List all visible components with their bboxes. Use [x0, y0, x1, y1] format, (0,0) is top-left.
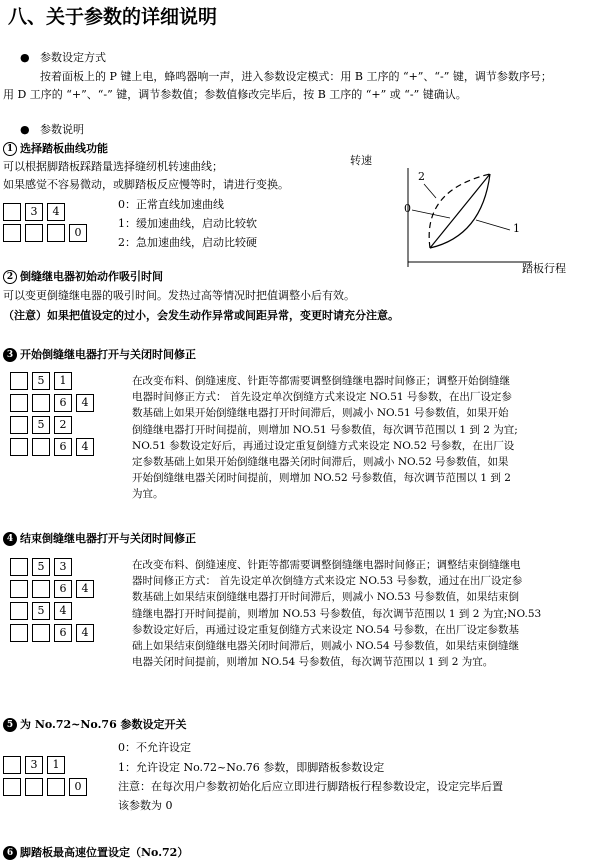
param-digit-box: 0 — [69, 224, 87, 242]
page-title: 八、关于参数的详细说明 — [8, 6, 218, 28]
p3-body — [132, 373, 580, 503]
param-digit-box: 1 — [47, 756, 65, 774]
body-line: 础上如果结束倒缝继电器关闭时间滞后，则减小 NO.54 号参数值，如果结束倒缝继 — [132, 640, 520, 653]
param-digit-box: 5 — [32, 602, 50, 620]
param-digit-box — [10, 624, 28, 642]
p5-note1: 注意：在每次用户参数初始化后应立即进行脚踏板行程参数设定，设定完毕后置 — [118, 780, 503, 793]
p6-heading-row — [3, 845, 188, 861]
graph-label-2: 2 — [418, 170, 425, 183]
param-box-row — [10, 372, 76, 390]
body-line: 为宜。 — [132, 488, 164, 501]
param-digit-box: 4 — [76, 580, 94, 598]
param-digit-box — [3, 778, 21, 796]
param-digit-box: 5 — [32, 372, 50, 390]
p1-option2: 2：急加速曲线，启动比较硬 — [118, 236, 257, 249]
p1-line1: 可以根据脚踏板踩踏量选择缝纫机转速曲线； — [3, 160, 223, 173]
param-digit-box: 4 — [76, 394, 94, 412]
param-digit-box — [32, 580, 50, 598]
body-line: 电器关闭时间提前，则增加 NO.54 号参数值，每次调节范围以 1 到 2 为宜。 — [132, 656, 494, 669]
param-digit-box: 4 — [47, 203, 65, 221]
body-line: 开始倒缝继电器关闭时间提前，则增加 NO.52 号参数值，每次调节范围以 1 到 2 — [132, 472, 511, 485]
p3-number-badge: 3 — [3, 348, 17, 362]
param-digit-box: 6 — [54, 624, 72, 642]
p1-option1: 1：缓加速曲线，启动比较软 — [118, 217, 257, 230]
param-digit-box — [10, 416, 28, 434]
p3-heading-row — [3, 347, 196, 363]
bullet-setup: ● — [20, 51, 30, 64]
param-digit-box: 4 — [76, 624, 94, 642]
param-box-row — [10, 624, 98, 642]
bullet-desc: ● — [20, 123, 30, 136]
p5-option1: 1：允许设定 No.72~No.76 参数，即脚踏板参数设定 — [118, 761, 385, 774]
p2-note: （注意）如果把值设定的过小，会发生动作异常或间距异常，变更时请充分注意。 — [3, 309, 399, 322]
param-digit-box: 3 — [25, 756, 43, 774]
param-digit-box — [10, 438, 28, 456]
p2-heading: 倒缝继电器初始动作吸引时间 — [20, 270, 163, 283]
body-line: 定参数基础上如果开始倒缝继电器关闭时间滞后，则减小 NO.52 号参数值，如果 — [132, 456, 509, 469]
param-digit-box: 5 — [32, 416, 50, 434]
p1-heading: 选择踏板曲线功能 — [20, 142, 108, 155]
param-box-row — [10, 602, 76, 620]
param-digit-box — [3, 224, 21, 242]
p6-heading: 脚踏板最高速位置设定（No.72） — [20, 846, 189, 859]
p4-heading-row — [3, 531, 196, 547]
p5-number-badge: 5 — [3, 718, 17, 732]
param-box-row — [10, 416, 76, 434]
param-digit-box — [32, 438, 50, 456]
param-digit-box — [32, 624, 50, 642]
param-digit-box: 4 — [54, 602, 72, 620]
body-line: NO.51 参数设定好后，再通过设定重复倒缝方式来设定 NO.52 号参数，在出厂设 — [132, 439, 515, 452]
param-digit-box: 6 — [54, 394, 72, 412]
p1-heading-row — [3, 141, 108, 157]
p1-line2: 如果感觉不容易微动，或脚踏板反应慢等时，请进行变换。 — [3, 178, 289, 191]
p6-number-badge: 6 — [3, 846, 17, 860]
param-digit-box: 5 — [32, 558, 50, 576]
body-line: 数基础上如果结束倒缝继电器打开时间滞后，则减小 NO.53 号参数值，如果结束倒 — [132, 591, 520, 604]
p5-heading: 为 No.72~No.76 参数设定开关 — [20, 718, 187, 731]
p1-box-row1 — [3, 203, 69, 221]
setup-line1: 按着面板上的 P 键上电，蜂鸣器响一声，进入参数设定模式：用 B 工序的 “+”、“-” 键，调节参数序号； — [40, 70, 552, 83]
body-line: 在改变布料、倒缝速度、针距等都需要调整倒缝继电器时间修正；调整结束倒缝继电 — [132, 559, 521, 571]
graph-label-1: 1 — [513, 222, 520, 235]
param-box-row — [10, 558, 76, 576]
param-digit-box — [3, 203, 21, 221]
param-digit-box — [10, 558, 28, 576]
param-digit-box — [3, 756, 21, 774]
leader-2 — [424, 184, 436, 198]
param-digit-box — [25, 778, 43, 796]
p2-line1: 可以变更倒缝继电器的吸引时间。发热过高等情况时把值调整小后有效。 — [3, 289, 355, 302]
param-box-row — [10, 394, 98, 412]
param-digit-box — [47, 778, 65, 796]
setup-line2: 用 D 工序的 “+”、“-” 键，调节参数值；参数值修改完毕后，按 B 工序的 “+” 或 “-” 键确认。 — [3, 88, 467, 101]
p5-heading-row — [3, 717, 187, 733]
p4-number-badge: 4 — [3, 532, 17, 546]
leader-0 — [412, 210, 450, 218]
setup-heading: 参数设定方式 — [40, 51, 106, 64]
p1-box-row2 — [3, 224, 91, 242]
param-digit-box — [32, 394, 50, 412]
p2-number-badge: 2 — [3, 270, 17, 284]
param-digit-box: 3 — [25, 203, 43, 221]
p5-box-row2 — [3, 778, 91, 796]
p5-box-row1 — [3, 756, 69, 774]
param-digit-box — [10, 394, 28, 412]
param-digit-box: 0 — [69, 778, 87, 796]
param-digit-box: 3 — [54, 558, 72, 576]
p5-option0: 0：不允许设定 — [118, 741, 191, 754]
graph-label-0: 0 — [404, 202, 411, 215]
param-digit-box: 2 — [54, 416, 72, 434]
leader-1 — [476, 220, 510, 230]
p2-heading-row — [3, 269, 163, 285]
param-digit-box — [10, 580, 28, 598]
param-box-row — [10, 580, 98, 598]
body-line: 器时间修正方式： 首先设定单次倒缝方式来设定 NO.53 号参数，通过在出厂设定参 — [132, 575, 523, 588]
graph-ylabel: 转速 — [350, 154, 372, 167]
p4-body — [132, 557, 580, 670]
param-digit-box: 1 — [54, 372, 72, 390]
param-digit-box: 6 — [54, 438, 72, 456]
p1-option0: 0：正常直线加速曲线 — [118, 198, 224, 211]
body-line: 倒缝继电器打开时间提前，则增加 NO.51 号参数值，每次调节范围以 1 到 2 为宜; — [132, 423, 518, 436]
p1-number-badge: 1 — [3, 142, 17, 156]
p5-note2: 该参数为 0 — [118, 799, 173, 812]
param-digit-box — [10, 602, 28, 620]
body-line: 缝继电器打开时间提前，则增加 NO.53 号参数值，每次调节范围以 1 到 2 为宜;NO.53 — [132, 607, 542, 620]
param-digit-box — [25, 224, 43, 242]
body-line: 数基础上如果开始倒缝继电器打开时间滞后，则减小 NO.51 号参数值，如果开始 — [132, 407, 509, 420]
body-line: 在改变布料、倒缝速度、针距等都需要调整倒缝继电器时间修正；调整开始倒缝继 — [132, 375, 510, 387]
graph-xlabel: 踏板行程 — [522, 262, 566, 275]
param-digit-box — [47, 224, 65, 242]
param-box-row — [10, 438, 98, 456]
pedal-curve-diagram — [350, 150, 590, 280]
param-digit-box — [10, 372, 28, 390]
body-line: 参数设定好后，再通过设定重复倒缝方式来设定 NO.54 号参数，在出厂设定参数基 — [132, 623, 520, 636]
param-digit-box: 4 — [76, 438, 94, 456]
desc-heading: 参数说明 — [40, 123, 84, 136]
body-line: 电器时间修正方式： 首先设定单次倒缝方式来设定 NO.51 号参数，在出厂设定参 — [132, 391, 512, 404]
param-digit-box: 6 — [54, 580, 72, 598]
p4-heading: 结束倒缝继电器打开与关闭时间修正 — [20, 532, 196, 545]
p3-heading: 开始倒缝继电器打开与关闭时间修正 — [20, 348, 196, 361]
